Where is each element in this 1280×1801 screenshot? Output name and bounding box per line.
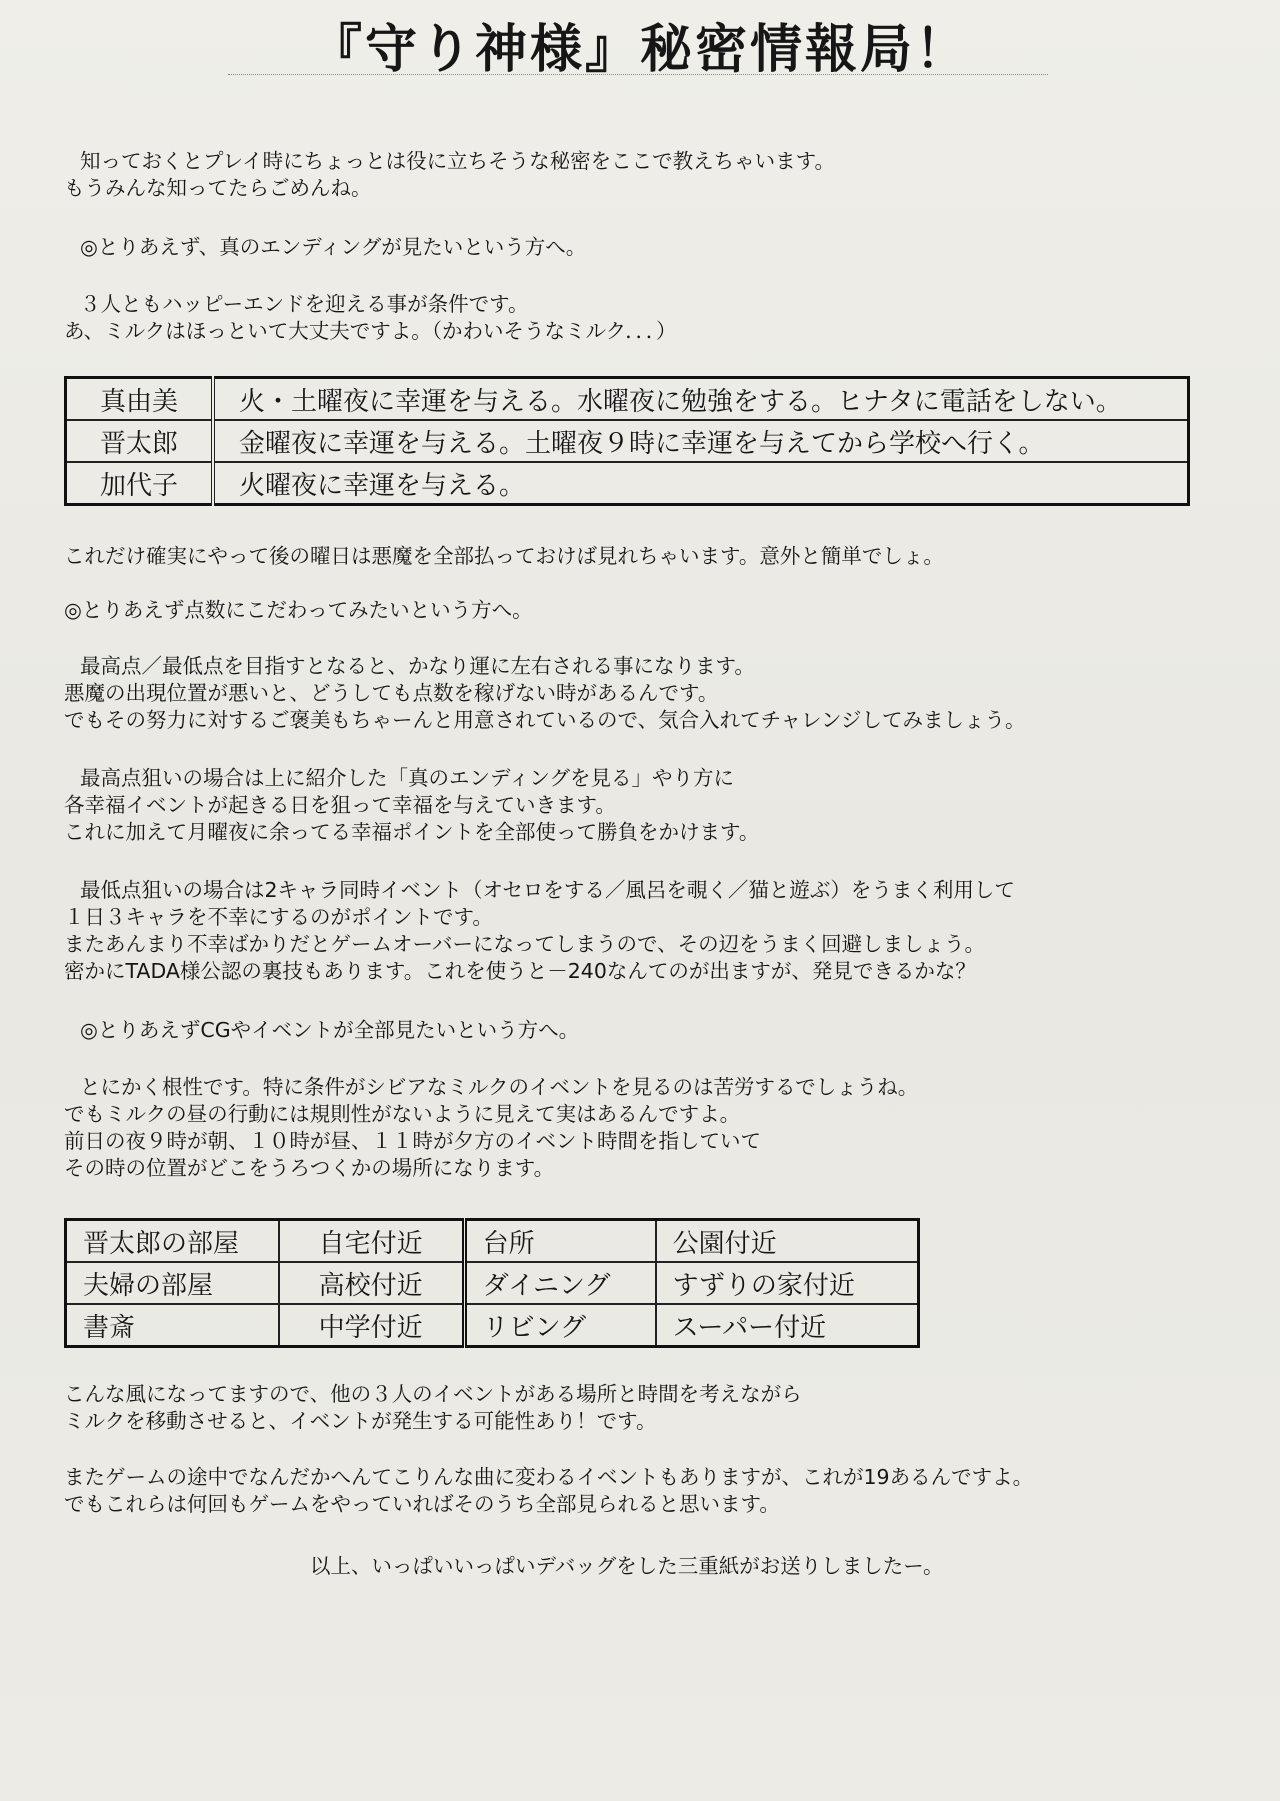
table-row xyxy=(66,462,1189,505)
table-row xyxy=(66,420,1189,462)
section2-paragraph xyxy=(64,765,1220,846)
body-line: 前日の夜９時が朝、１０時が昼、１１時が夕方のイベント時間を指していて xyxy=(64,1129,761,1153)
intro-line: もうみんな知ってたらごめんね。 xyxy=(64,176,372,200)
body-line: 悪魔の出現位置が悪いと、どうしても点数を稼げない時があるんです。 xyxy=(64,681,719,705)
page-title: 『守り神様』秘密情報局！ xyxy=(309,20,970,80)
body-line: でもこれらは何回もゲームをやっていればそのうち全部見られると思います。 xyxy=(64,1492,780,1516)
locations-table xyxy=(64,1218,920,1348)
table-cell: 中学付近 xyxy=(279,1304,464,1347)
section2-paragraph xyxy=(64,653,1220,734)
table-row xyxy=(66,1262,919,1304)
character-name: 晋太郎 xyxy=(66,420,214,462)
section1-body xyxy=(64,291,1220,345)
body-line: あ、ミルクはほっといて大丈夫ですよ。（かわいそうなミルク．．．） xyxy=(64,319,677,343)
table-row xyxy=(66,378,1189,421)
body-line: でもその努力に対するご褒美もちゃーんと用意されているので、気合入れてチャレンジしてみましょう。 xyxy=(64,708,1026,732)
section-heading: ◎とりあえず点数にこだわってみたいという方へ。 xyxy=(64,598,533,622)
section3-paragraph xyxy=(64,1381,1220,1435)
table-cell: 晋太郎の部屋 xyxy=(66,1220,279,1263)
body-line: 最高点／最低点を目指すとなると、かなり運に左右される事になります。 xyxy=(80,654,755,678)
table-cell: 公園付近 xyxy=(656,1220,919,1263)
table-cell: 自宅付近 xyxy=(279,1220,464,1263)
body-line: またゲームの途中でなんだかへんてこりんな曲に変わるイベントもありますが、これが19あるんですよ。 xyxy=(64,1465,1034,1489)
table-cell: すずりの家付近 xyxy=(656,1262,919,1304)
table-cell: 書斎 xyxy=(66,1304,279,1347)
title-divider xyxy=(228,74,1048,75)
character-condition: 火曜夜に幸運を与える。 xyxy=(213,462,1189,505)
section-heading: ◎とりあえずCGやイベントが全部見たいという方へ。 xyxy=(80,1018,580,1042)
body-line: 最低点狙いの場合は2キャラ同時イベント（オセロをする／風呂を覗く／猫と遊ぶ）をうまく利用して xyxy=(80,878,1015,902)
body-line: またあんまり不幸ばかりだとゲームオーバーになってしまうので、その辺をうまく回避しましょう。 xyxy=(64,932,986,956)
table-cell: 高校付近 xyxy=(279,1262,464,1304)
body-line: 各幸福イベントが起きる日を狙って幸福を与えていきます。 xyxy=(64,793,616,817)
character-name: 加代子 xyxy=(66,462,214,505)
body-line: こんな風になってますので、他の３人のイベントがある場所と時間を考えながら xyxy=(64,1382,802,1406)
body-line: ミルクを移動させると、イベントが発生する可能性あり！です。 xyxy=(64,1409,657,1433)
intro-line: 知っておくとプレイ時にちょっとは役に立ちそうな秘密をここで教えちゃいます。 xyxy=(80,149,836,173)
table-cell: 夫婦の部屋 xyxy=(66,1262,279,1304)
table-cell: スーパー付近 xyxy=(656,1304,919,1347)
section1-after: これだけ確実にやって後の曜日は悪魔を全部払っておけば見れちゃいます。意外と簡単でしょ。 xyxy=(64,544,944,568)
body-line: １日３キャラを不幸にするのがポイントです。 xyxy=(64,905,493,929)
character-condition: 火・土曜夜に幸運を与える。水曜夜に勉強をする。ヒナタに電話をしない。 xyxy=(213,378,1189,421)
body-line: その時の位置がどこをうろつくかの場所になります。 xyxy=(64,1156,555,1180)
character-name: 真由美 xyxy=(66,378,214,421)
table-cell: リビング xyxy=(464,1304,656,1347)
body-line: 最高点狙いの場合は上に紹介した「真のエンディングを見る」やり方に xyxy=(80,766,734,790)
section3-paragraph xyxy=(64,1464,1220,1518)
body-line: これに加えて月曜夜に余ってる幸福ポイントを全部使って勝負をかけます。 xyxy=(64,820,760,844)
body-line: ３人ともハッピーエンドを迎える事が条件です。 xyxy=(80,292,529,316)
section-heading: ◎とりあえず、真のエンディングが見たいという方へ。 xyxy=(80,235,587,259)
ending-conditions-table xyxy=(64,376,1190,506)
body-line: とにかく根性です。特に条件がシビアなミルクのイベントを見るのは苦労するでしょうね。 xyxy=(80,1075,919,1099)
table-cell: ダイニング xyxy=(464,1262,656,1304)
intro-paragraph xyxy=(64,148,1220,202)
character-condition: 金曜夜に幸運を与える。土曜夜９時に幸運を与えてから学校へ行く。 xyxy=(213,420,1189,462)
table-row xyxy=(66,1220,919,1263)
section2-paragraph xyxy=(64,877,1220,985)
closing-line: 以上、いっぱいいっぱいデバッグをした三重紙がお送りしましたー。 xyxy=(310,1554,944,1578)
table-row xyxy=(66,1304,919,1347)
body-line: 密かにTADA様公認の裏技もあります。これを使うと－240なんてのが出ますが、発見できるかな？ xyxy=(64,959,976,983)
body-line: でもミルクの昼の行動には規則性がないように見えて実はあるんですよ。 xyxy=(64,1102,741,1126)
section3-paragraph xyxy=(64,1074,1220,1182)
table-cell: 台所 xyxy=(464,1220,656,1263)
